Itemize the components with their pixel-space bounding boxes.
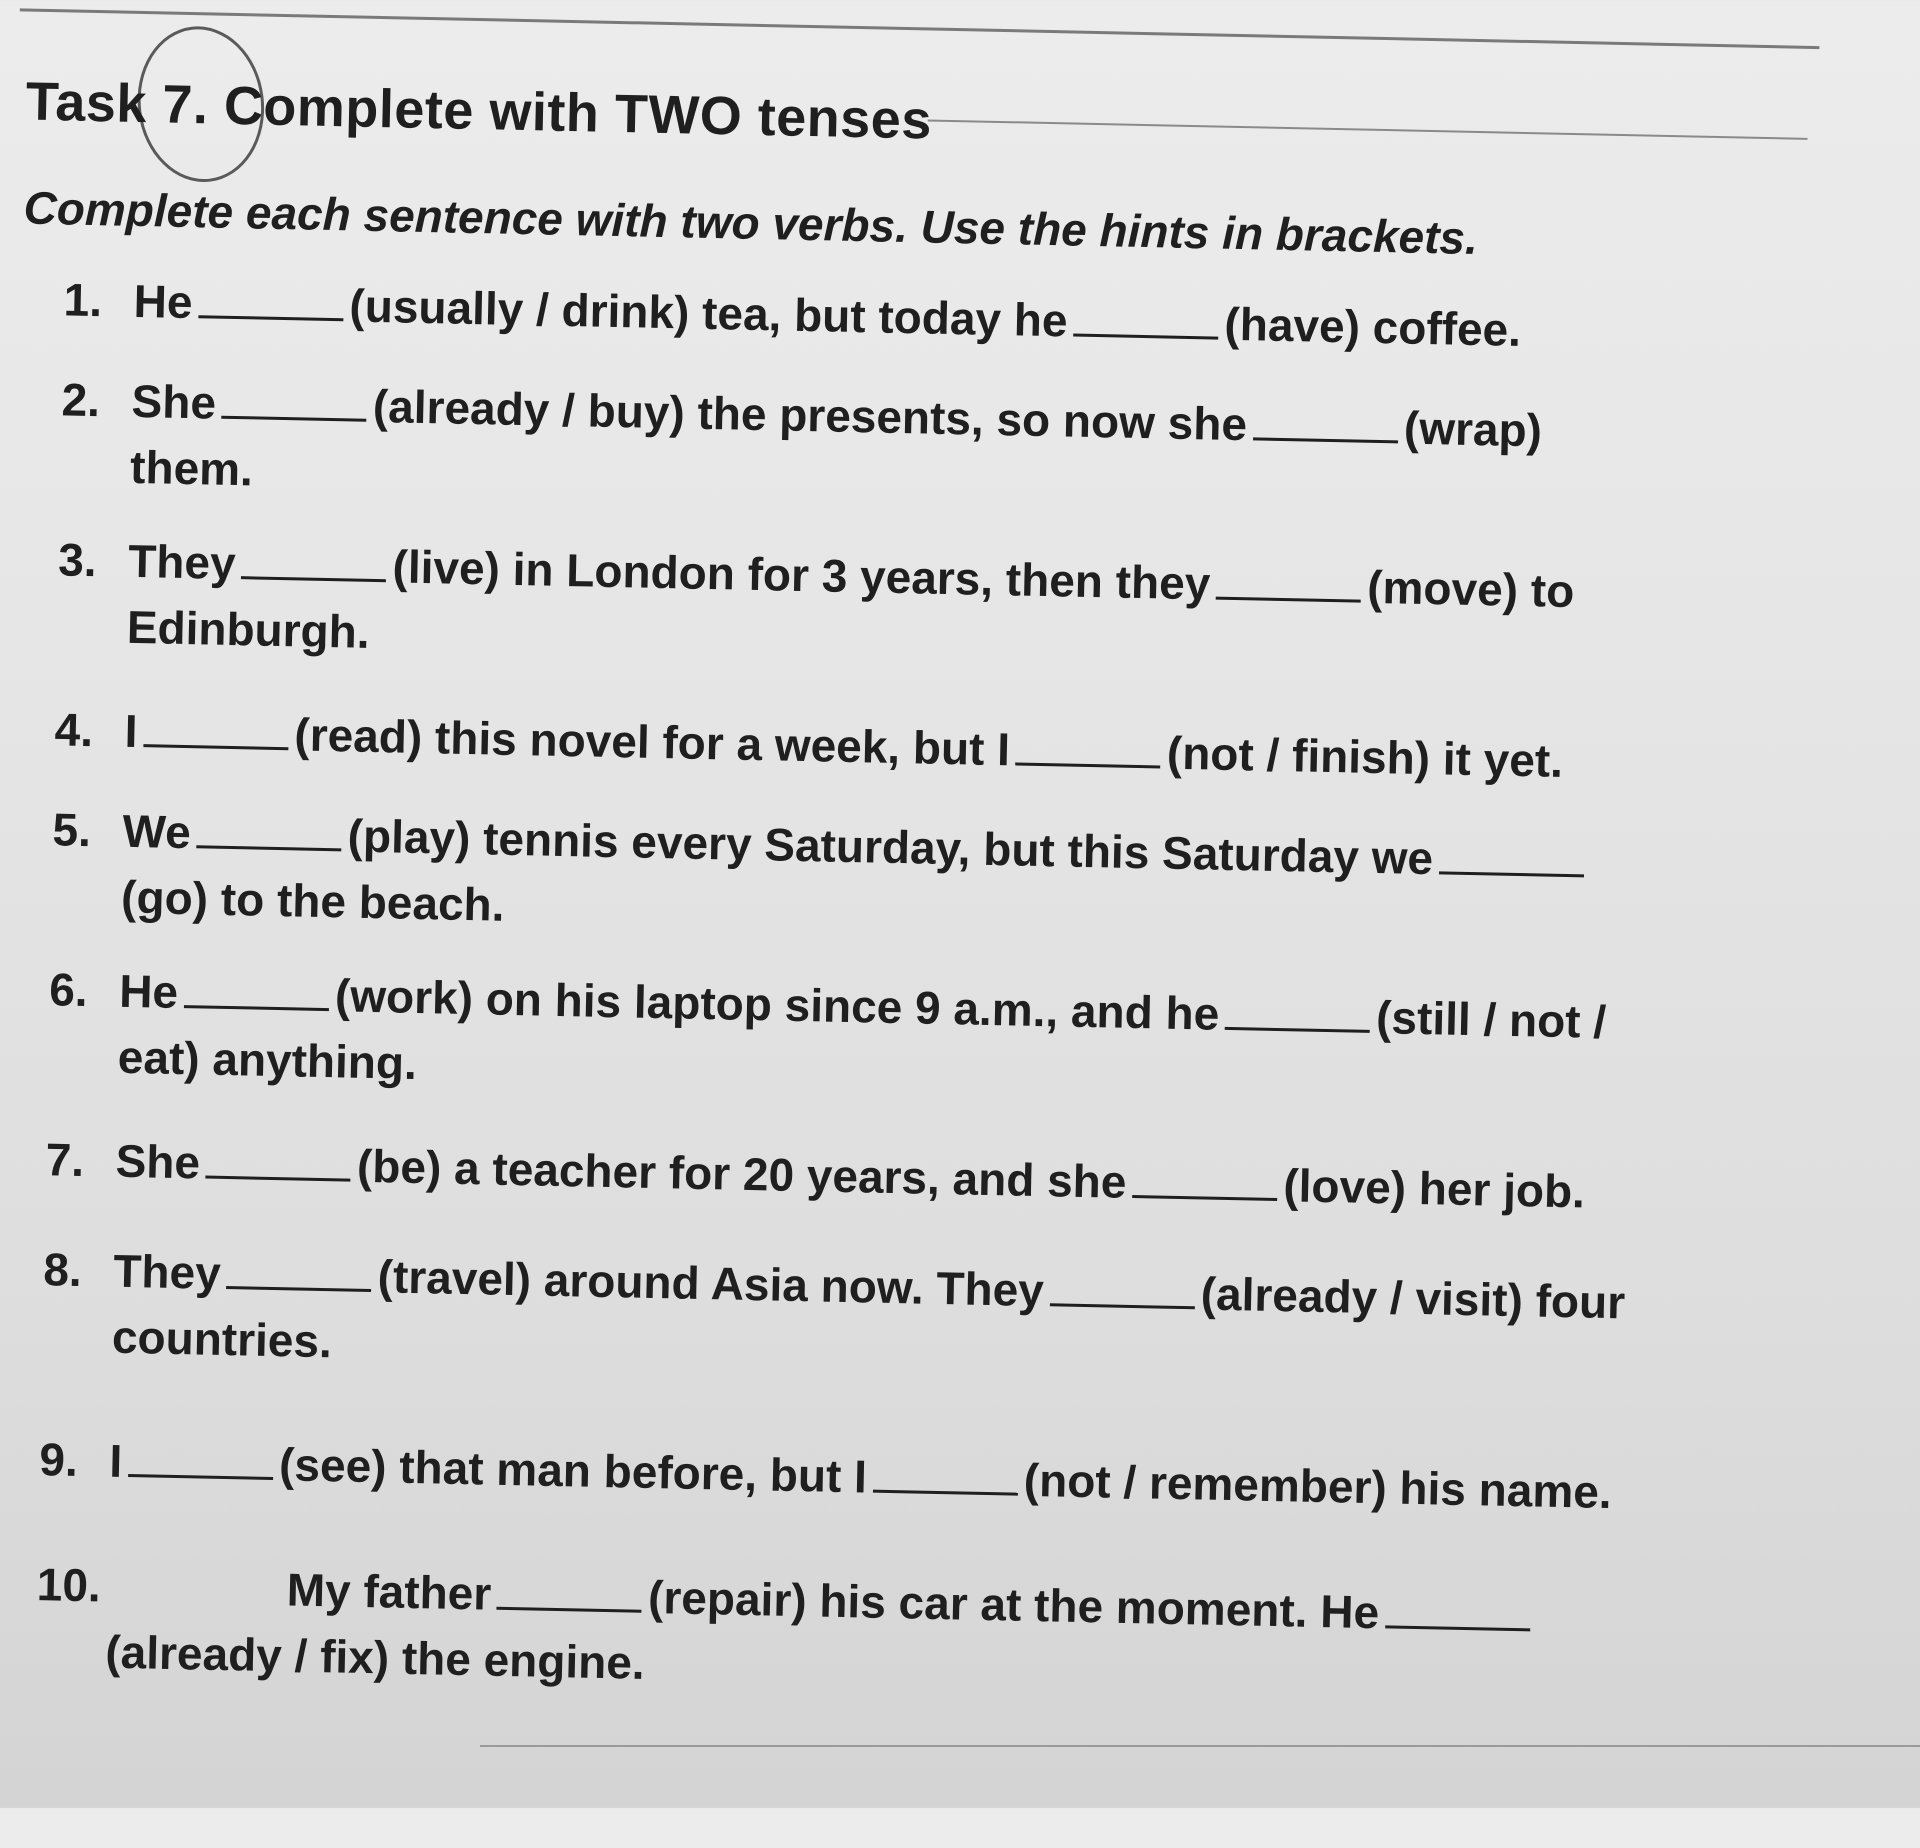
answer-blank[interactable] [206,1136,352,1182]
item-text: (already / buy) the presents, so now she [372,379,1248,451]
exercise-item-3 [56,526,1798,694]
answer-blank[interactable] [1132,1155,1278,1201]
answer-blank[interactable] [226,1246,372,1292]
item-text: (travel) around Asia now. They [377,1250,1045,1317]
item-number: 1. [63,273,103,327]
title-rule [928,119,1808,139]
item-continuation: them. [129,440,254,496]
answer-blank[interactable] [241,536,387,582]
exercise-item-4 [54,696,1795,798]
item-number: 4. [54,703,94,757]
item-text: (love) her job. [1282,1159,1586,1218]
item-number: 8. [42,1243,83,1296]
exercise-item-7 [45,1126,1786,1228]
answer-blank[interactable] [1050,1263,1196,1309]
answer-blank[interactable] [1439,831,1585,877]
item-text: (read) this novel for a week, but I [293,708,1011,776]
item-number: 6. [48,963,89,1017]
item-number: 9. [38,1433,79,1486]
item-subject: We [122,804,192,859]
item-text: (repair) his car at the moment. He [647,1570,1380,1639]
item-continuation: (already / fix) the engine. [104,1625,646,1689]
item-text: (see) that man before, but I [278,1438,868,1503]
answer-blank[interactable] [1385,1585,1531,1631]
item-text: (still / not / [1375,991,1607,1048]
item-number: 5. [52,803,92,857]
item-subject: He [118,964,179,1018]
exercise-item-6 [47,956,1789,1124]
answer-blank[interactable] [497,1567,643,1613]
exercise-item-2 [60,366,1802,534]
answer-blank[interactable] [873,1450,1019,1496]
item-number: 3. [57,533,98,587]
item-text: (wrap) [1403,401,1543,457]
item-number: 10. [36,1558,102,1612]
answer-blank[interactable] [222,376,368,422]
answer-blank[interactable] [184,965,330,1011]
item-text: (move) to [1366,560,1575,618]
item-subject: He [133,274,194,329]
item-subject: She [131,374,217,429]
answer-blank[interactable] [1253,397,1399,443]
item-subject: I [124,704,139,758]
item-subject: They [112,1244,222,1299]
item-text: (work) on his laptop since 9 a.m., and he [334,969,1220,1040]
exercise-item-9 [39,1426,1780,1528]
item-subject: My father [286,1563,492,1620]
exercise-item-5 [51,796,1793,964]
item-text: (not / remember) his name. [1023,1453,1613,1519]
item-text: (have) coffee. [1223,297,1522,356]
item-text: (live) in London for 3 years, then they [392,540,1211,610]
item-subject: I [108,1434,123,1487]
answer-blank[interactable] [128,1434,274,1480]
top-border-line [20,8,1820,49]
exercise-item-1 [63,266,1804,368]
item-number: 7. [45,1133,85,1187]
answer-blank[interactable] [1225,987,1371,1033]
bottom-border-line [480,1745,1920,1747]
item-continuation: Edinburgh. [126,600,371,658]
item-text: (play) tennis every Saturday, but this Saturday we [347,809,1434,885]
item-continuation: countries. [111,1310,333,1368]
task-title: Task 7. Complete with TWO tenses [25,71,933,151]
item-number: 2. [61,373,101,427]
item-continuation: eat) anything. [117,1030,418,1089]
task-instructions: Complete each sentence with two verbs. Use the hints in brackets. [23,181,1479,264]
answer-blank[interactable] [143,704,289,750]
answer-blank[interactable] [196,805,342,851]
item-text: (be) a teacher for 20 years, and she [356,1139,1127,1208]
item-continuation: (go) to the beach. [120,870,506,931]
item-text: (already / visit) four [1200,1267,1626,1329]
item-subject: She [115,1134,201,1189]
answer-blank[interactable] [198,275,344,321]
item-text: (usually / drink) tea, but today he [348,279,1069,347]
item-text: (not / finish) it yet. [1166,726,1564,787]
answer-blank[interactable] [1073,294,1219,340]
answer-blank[interactable] [1016,722,1162,768]
answer-blank[interactable] [1216,557,1362,603]
exercise-item-10 [35,1551,1777,1719]
exercise-item-8 [41,1236,1783,1404]
item-subject: They [127,534,237,590]
